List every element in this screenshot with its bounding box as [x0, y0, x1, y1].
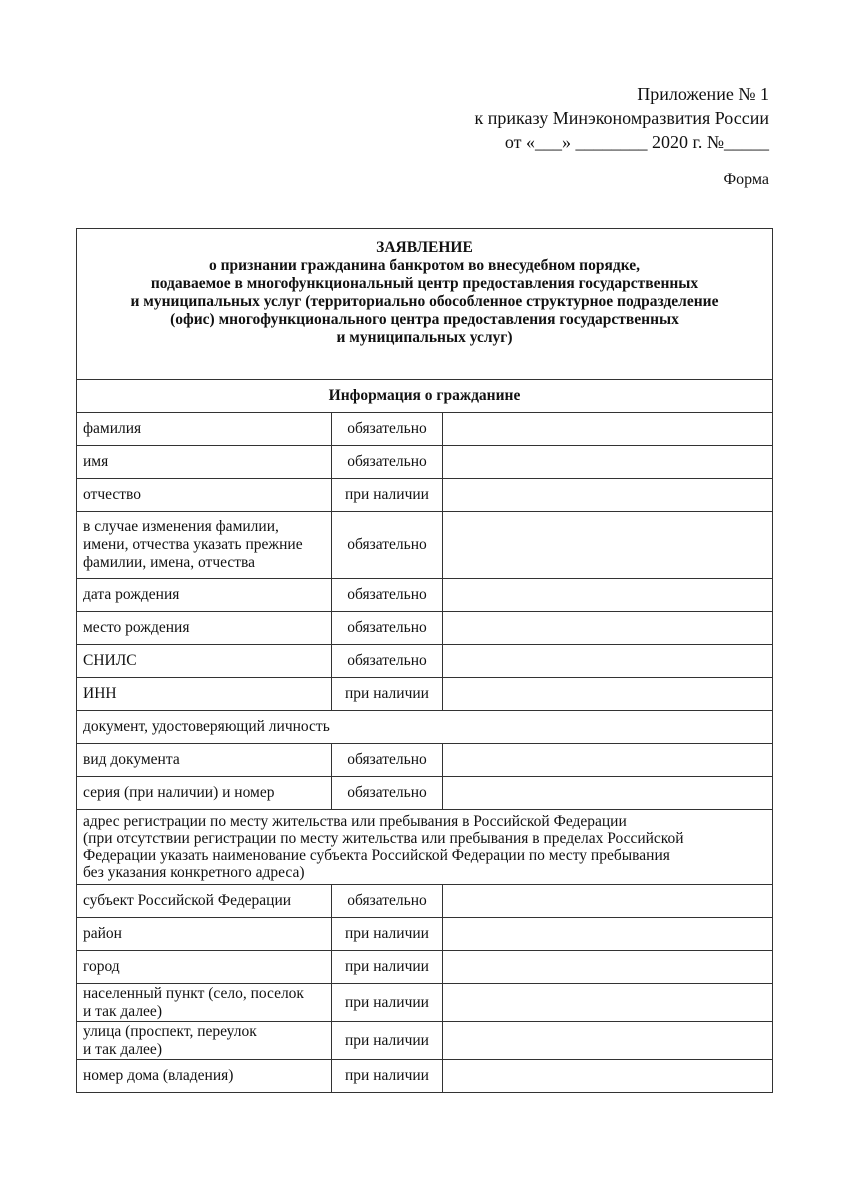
form-label: Форма: [723, 171, 769, 188]
field-requirement: при наличии: [332, 1060, 443, 1093]
field-value-cell-snils[interactable]: [443, 645, 773, 678]
field-label: населенный пункт (село, поселок и так далее): [77, 984, 332, 1022]
field-value-cell-region[interactable]: [443, 885, 773, 918]
field-value-cell-document-number[interactable]: [443, 777, 773, 810]
form-title: [77, 229, 773, 380]
field-label: ИНН: [77, 678, 332, 711]
field-value-cell-birth-place[interactable]: [443, 612, 773, 645]
form-title-subtitle: о признании гражданина банкротом во внесудебном порядке, подаваемое в многофункциональный центр предоставления государственных и муниципальных услуг (территориально обособленное структурное подразделение (офис) многофункционального центра предоставления государственных и муниципальных услуг): [130, 257, 719, 346]
field-label: номер дома (владения): [77, 1060, 332, 1093]
section-heading: Информация о гражданине: [77, 380, 773, 413]
table-row: [77, 711, 773, 744]
field-value-cell-birth-date[interactable]: [443, 579, 773, 612]
table-row: [77, 446, 773, 479]
table-row: [77, 612, 773, 645]
field-requirement: обязательно: [332, 645, 443, 678]
table-row: [77, 777, 773, 810]
field-requirement: обязательно: [332, 579, 443, 612]
table-row: [77, 479, 773, 512]
field-value-cell-inn[interactable]: [443, 678, 773, 711]
table-row: [77, 918, 773, 951]
field-requirement: обязательно: [332, 612, 443, 645]
field-requirement: обязательно: [332, 446, 443, 479]
field-value-cell-settlement[interactable]: [443, 984, 773, 1022]
field-requirement: при наличии: [332, 479, 443, 512]
document-header: [475, 82, 769, 154]
field-label: СНИЛС: [77, 645, 332, 678]
field-requirement: при наличии: [332, 1022, 443, 1060]
field-label: место рождения: [77, 612, 332, 645]
appendix-number: Приложение № 1: [637, 84, 769, 104]
field-label: отчество: [77, 479, 332, 512]
form-title-main: ЗАЯВЛЕНИЕ: [376, 239, 473, 256]
field-label: дата рождения: [77, 579, 332, 612]
field-requirement: при наличии: [332, 678, 443, 711]
field-requirement: при наличии: [332, 984, 443, 1022]
field-value-cell-surname[interactable]: [443, 413, 773, 446]
field-label: улица (проспект, переулок и так далее): [77, 1022, 332, 1060]
table-row: [77, 984, 773, 1022]
field-requirement: при наличии: [332, 918, 443, 951]
field-requirement: обязательно: [332, 777, 443, 810]
field-value-cell-city[interactable]: [443, 951, 773, 984]
field-value-cell-name[interactable]: [443, 446, 773, 479]
field-label: субъект Российской Федерации: [77, 885, 332, 918]
field-label: фамилия: [77, 413, 332, 446]
field-value-cell-street[interactable]: [443, 1022, 773, 1060]
table-row: [77, 810, 773, 885]
table-row: [77, 413, 773, 446]
field-value-cell-patronymic[interactable]: [443, 479, 773, 512]
field-label: имя: [77, 446, 332, 479]
field-label: город: [77, 951, 332, 984]
table-row: [77, 885, 773, 918]
table-row: [77, 1022, 773, 1060]
field-label: в случае изменения фамилии, имени, отчества указать прежние фамилии, имена, отчества: [77, 512, 332, 579]
field-label: вид документа: [77, 744, 332, 777]
field-requirement: обязательно: [332, 512, 443, 579]
field-value-cell-district[interactable]: [443, 918, 773, 951]
field-requirement: обязательно: [332, 413, 443, 446]
order-reference: к приказу Минэкономразвития России: [474, 108, 769, 128]
identity-document-heading: документ, удостоверяющий личность: [77, 711, 773, 744]
address-heading: адрес регистрации по месту жительства или пребывания в Российской Федерации (при отсутствии регистрации по месту жительства или пребывания в пределах Российской Федерации указать наименование субъекта Российской Федерации по месту пребывания без указания конкретного адреса): [77, 810, 773, 885]
table-row: [77, 579, 773, 612]
table-row: [77, 678, 773, 711]
field-label: район: [77, 918, 332, 951]
field-value-cell-previous-names[interactable]: [443, 512, 773, 579]
field-value-cell-document-type[interactable]: [443, 744, 773, 777]
table-row: [77, 744, 773, 777]
table-row: [77, 645, 773, 678]
application-form-table: [76, 228, 773, 1093]
field-value-cell-house-number[interactable]: [443, 1060, 773, 1093]
field-requirement: при наличии: [332, 951, 443, 984]
field-label: серия (при наличии) и номер: [77, 777, 332, 810]
field-requirement: обязательно: [332, 744, 443, 777]
field-requirement: обязательно: [332, 885, 443, 918]
table-row: [77, 1060, 773, 1093]
order-date-number: от «___» ________ 2020 г. №_____: [504, 132, 769, 152]
table-row: [77, 951, 773, 984]
table-row: [77, 512, 773, 579]
